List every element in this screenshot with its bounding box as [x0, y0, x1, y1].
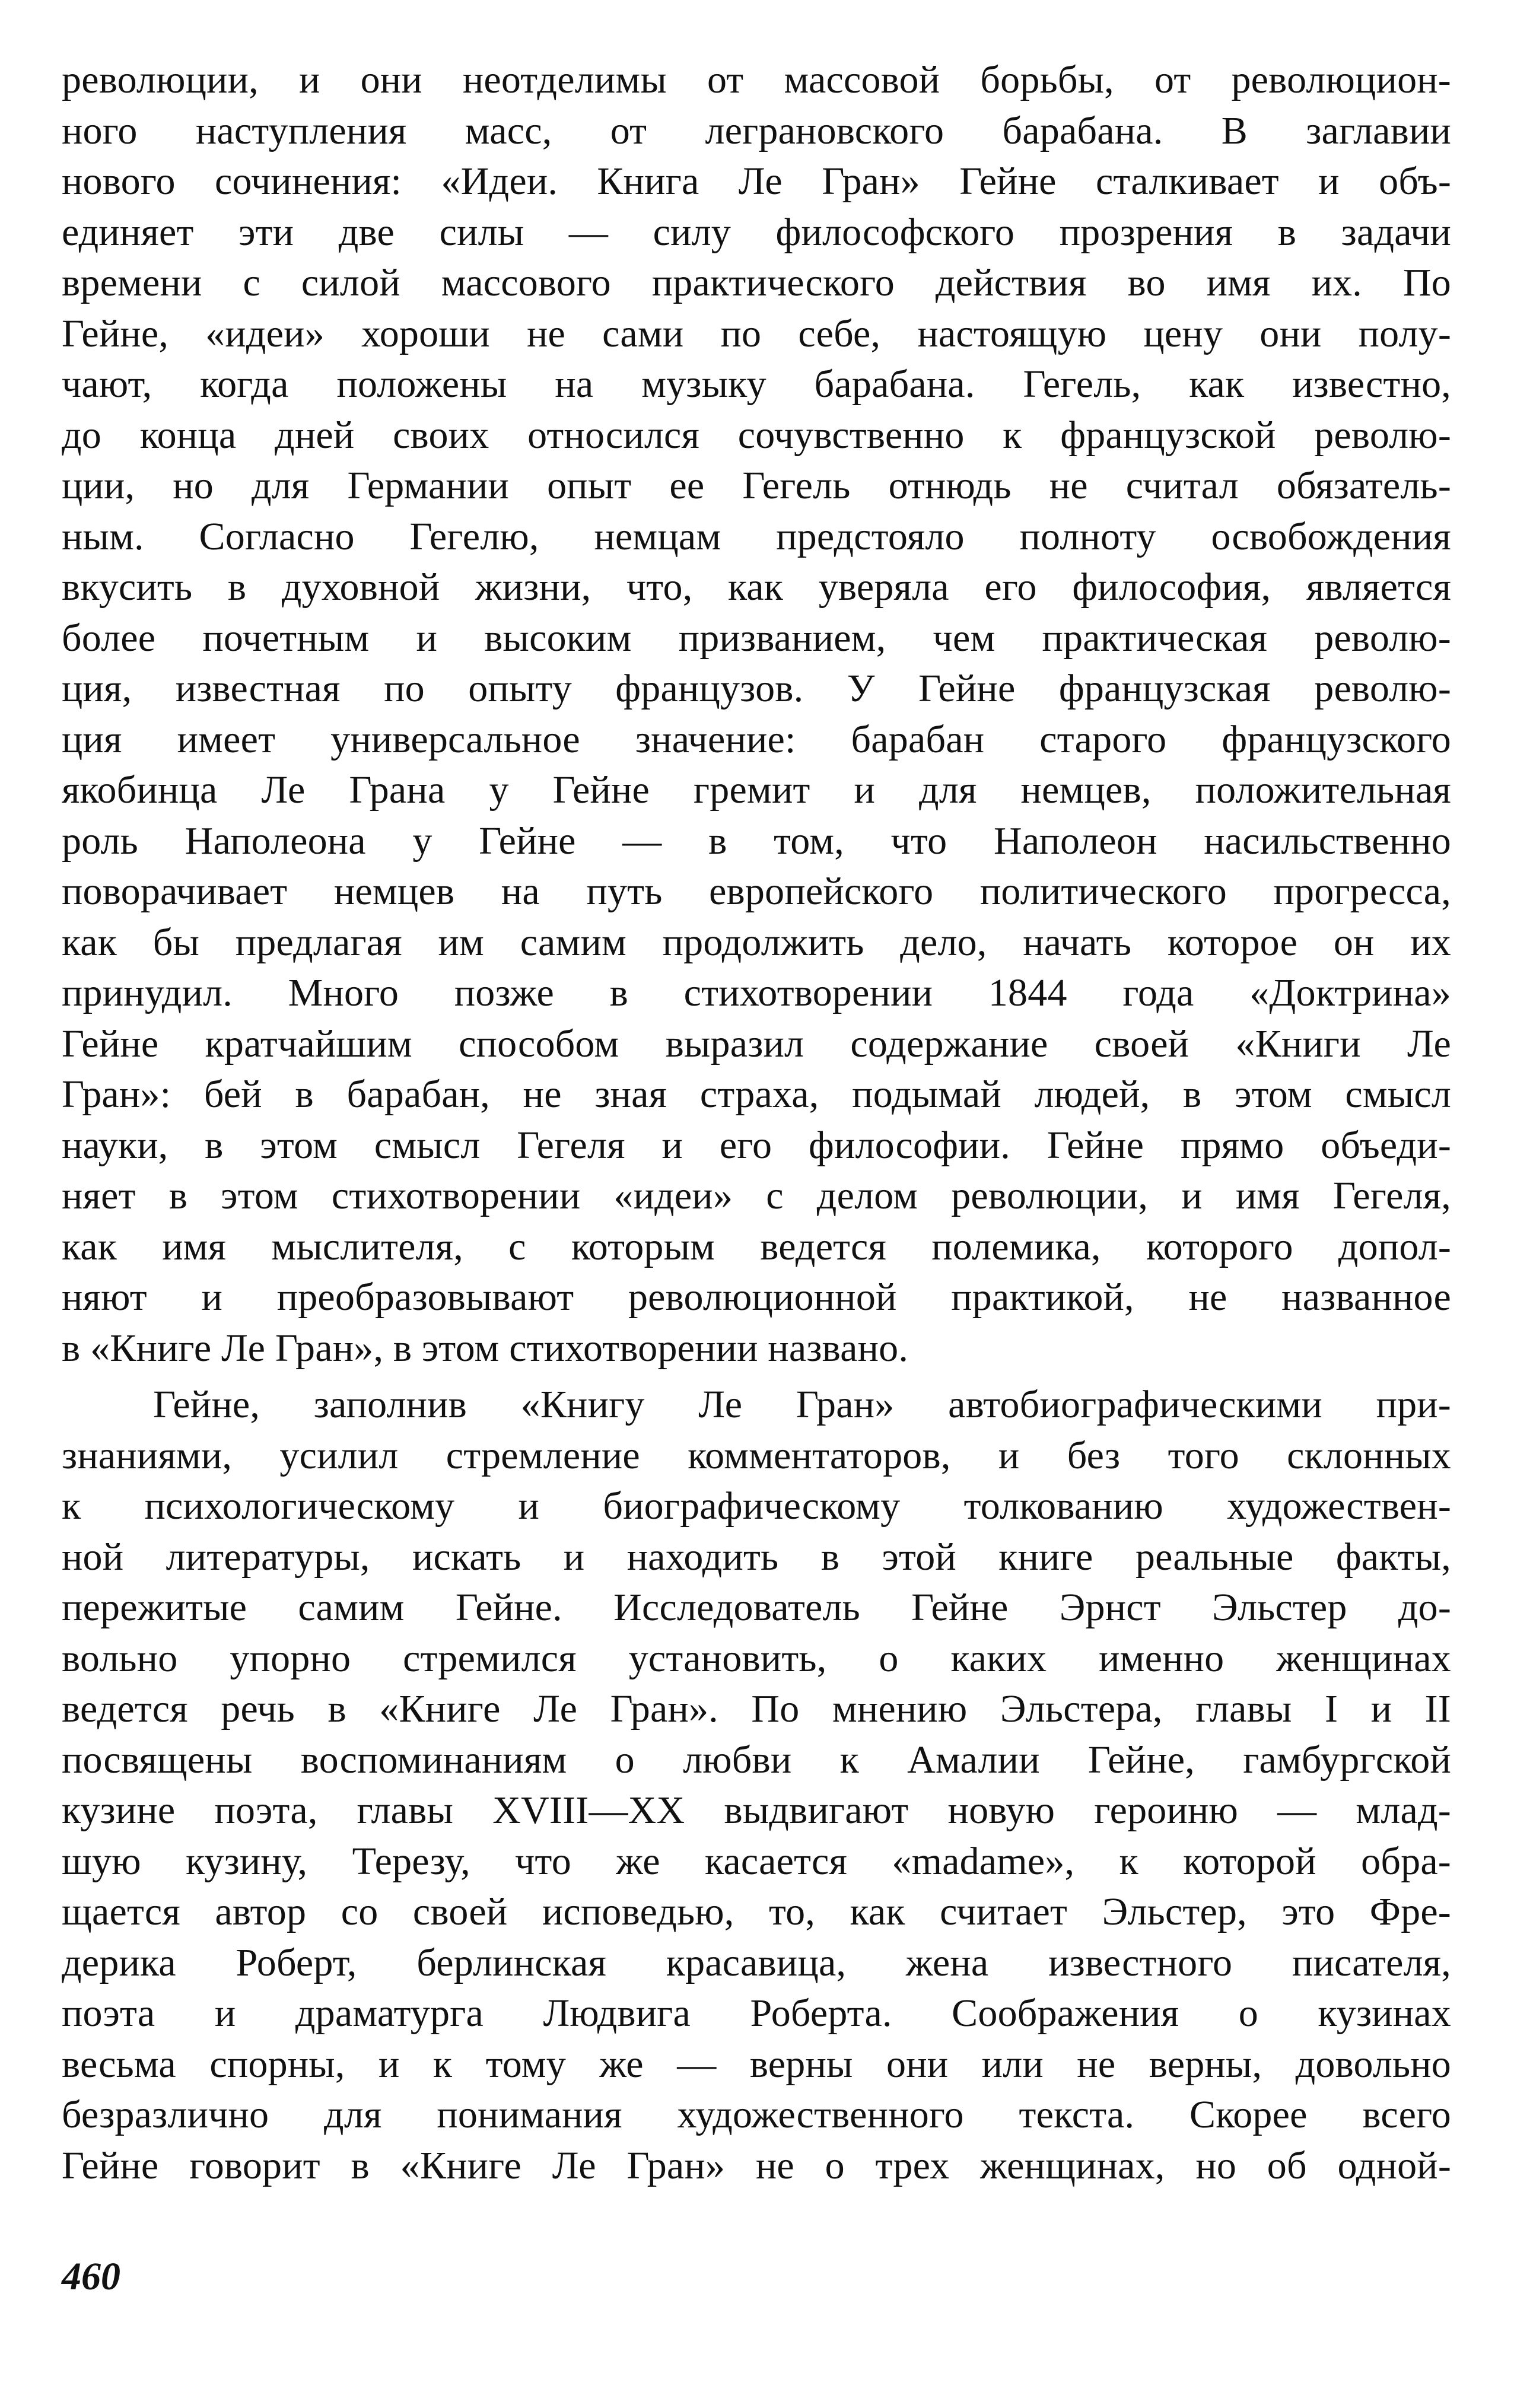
text-line: шую кузину, Терезу, что же касается «madame», к которой обра- — [62, 1839, 1451, 1883]
text-line: знаниями, усилил стремление комментаторов, и без того склонных — [62, 1433, 1451, 1477]
text-line: няет в этом стихотворении «идеи» с делом революции, и имя Гегеля, — [62, 1174, 1451, 1217]
text-line: Гейне кратчайшим способом выразил содержание своей «Книги Ле — [62, 1022, 1451, 1065]
text-line: Гейне, заполнив «Книгу Ле Гран» автобиографическими при- — [153, 1383, 1451, 1426]
text-line: чают, когда положены на музыку барабана. Гегель, как известно, — [62, 362, 1451, 406]
text-line: няют и преобразовывают революционной практикой, не названное — [62, 1275, 1451, 1319]
text-line: до конца дней своих относился сочувственно к французской револю- — [62, 413, 1451, 457]
text-line: кузине поэта, главы XVIII—XX выдвигают новую героиню — млад- — [62, 1789, 1451, 1832]
paragraph-2 — [62, 1379, 1451, 2191]
page-number: 460 — [62, 2255, 120, 2298]
text-line: ным. Согласно Гегелю, немцам предстояло полноту освобождения — [62, 514, 1451, 558]
text-line: революции, и они неотделимы от массовой борьбы, от революцион- — [62, 58, 1451, 101]
text-line: поэта и драматурга Людвига Роберта. Соображения о кузинах — [62, 1992, 1451, 2035]
text-line: ция, известная по опыту французов. У Гейне французская револю- — [62, 667, 1451, 710]
text-line: ного наступления масс, от леграновского барабана. В заглавии — [62, 109, 1451, 152]
text-line: якобинца Ле Грана у Гейне гремит и для немцев, положительная — [62, 768, 1451, 812]
text-line: единяет эти две силы — силу философского прозрения в задачи — [62, 210, 1451, 254]
text-line: Гран»: бей в барабан, не зная страха, подымай людей, в этом смысл — [62, 1073, 1451, 1116]
text-line: как имя мыслителя, с которым ведется полемика, которого допол- — [62, 1224, 1451, 1268]
text-line: ведется речь в «Книге Ле Гран». По мнению Эльстера, главы I и II — [62, 1687, 1451, 1731]
paragraph-1 — [62, 55, 1451, 1373]
text-line: науки, в этом смысл Гегеля и его философии. Гейне прямо объеди- — [62, 1123, 1451, 1167]
text-line: принудил. Много позже в стихотворении 1844 года «Доктрина» — [62, 971, 1451, 1014]
text-line: нового сочинения: «Идеи. Книга Ле Гран» Гейне сталкивает и объ- — [62, 160, 1451, 203]
text-line: щается автор со своей исповедью, то, как считает Эльстер, это Фре- — [62, 1890, 1451, 1933]
page-body — [62, 55, 1451, 2191]
text-line: в «Книге Ле Гран», в этом стихотворении названо. — [62, 1326, 909, 1370]
text-line: вкусить в духовной жизни, что, как уверяла его философия, является — [62, 565, 1451, 609]
text-line: поворачивает немцев на путь европейского политического прогресса, — [62, 870, 1451, 913]
paragraph-gap — [62, 1373, 1451, 1379]
text-line: более почетным и высоким призванием, чем практическая револю- — [62, 616, 1451, 660]
text-line: ции, но для Германии опыт ее Гегель отнюдь не считал обязатель- — [62, 464, 1451, 507]
text-line: роль Наполеона у Гейне — в том, что Наполеон насильственно — [62, 819, 1451, 863]
text-line: Гейне говорит в «Книге Ле Гран» не о трех женщинах, но об одной- — [62, 2143, 1451, 2187]
text-line: Гейне, «идеи» хороши не сами по себе, настоящую цену они полу- — [62, 311, 1451, 355]
text-line: ной литературы, искать и находить в этой книге реальные факты, — [62, 1535, 1451, 1579]
text-line: времени с силой массового практического действия во имя их. По — [62, 261, 1451, 304]
text-line: весьма спорны, и к тому же — верны они или не верны, довольно — [62, 2042, 1451, 2086]
text-line: к психологическому и биографическому толкованию художествен- — [62, 1484, 1451, 1528]
text-line: вольно упорно стремился установить, о каких именно женщинах — [62, 1636, 1451, 1680]
text-line: пережитые самим Гейне. Исследователь Гейне Эрнст Эльстер до- — [62, 1586, 1451, 1629]
text-line: как бы предлагая им самим продолжить дело, начать которое он их — [62, 920, 1451, 964]
text-line: безразлично для понимания художественного текста. Скорее всего — [62, 2093, 1451, 2136]
text-line: дерика Роберт, берлинская красавица, жена известного писателя, — [62, 1941, 1451, 1984]
text-line: ция имеет универсальное значение: барабан старого французского — [62, 717, 1451, 761]
text-line: посвящены воспоминаниям о любви к Амалии Гейне, гамбургской — [62, 1738, 1451, 1782]
